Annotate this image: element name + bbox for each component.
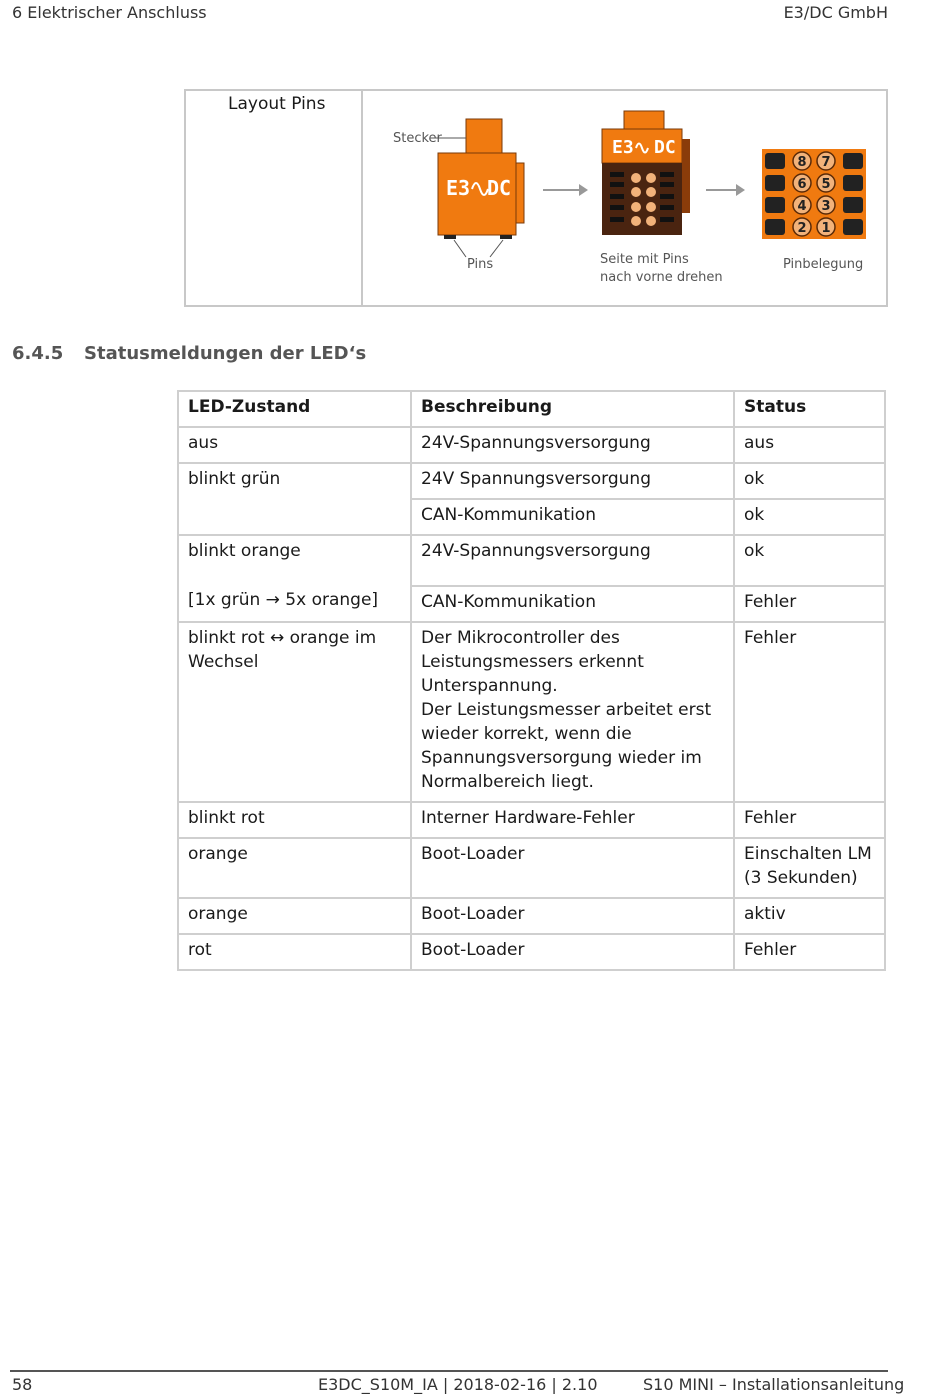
rotate-label-line2: nach vorne drehen xyxy=(600,270,723,285)
table-row xyxy=(178,463,885,499)
description-text-2: Der Leistungsmesser arbeitet erst wieder korrekt, wenn die Spannungsversorgung wieder im Normalbereich liegt. xyxy=(421,700,712,792)
layout-pins-box xyxy=(184,89,888,307)
pin-number: 8 xyxy=(797,155,807,170)
table-row xyxy=(178,427,885,463)
layout-pins-label: Layout Pins xyxy=(228,94,326,114)
description-cell xyxy=(411,622,734,802)
led-status-table xyxy=(177,390,886,971)
footer-divider xyxy=(10,1370,888,1372)
chapter-title: 6 Elektrischer Anschluss xyxy=(12,3,207,22)
table-header-row xyxy=(178,391,885,427)
description-cell: CAN-Kommunikation xyxy=(411,586,734,622)
description-text: Der Mikrocontroller des Leistungsmessers erkennt Unterspannung. xyxy=(421,628,644,696)
table-row xyxy=(178,934,885,970)
status-cell: Fehler xyxy=(734,802,885,838)
table-row xyxy=(178,535,885,586)
description-cell: Boot-Loader xyxy=(411,934,734,970)
led-state-sequence: [1x grün → 5x orange] xyxy=(188,590,379,610)
led-state-cell: blinkt grün xyxy=(178,463,411,499)
stecker-label: Stecker xyxy=(393,131,442,146)
document-title: S10 MINI – Installationsanleitung xyxy=(643,1375,905,1394)
column-header: LED-Zustand xyxy=(178,391,411,427)
page-header xyxy=(12,3,888,23)
table-row xyxy=(178,898,885,934)
connector-front-figure xyxy=(393,119,524,272)
section-title-text: Statusmeldungen der LED‘s xyxy=(84,343,367,364)
page-number: 58 xyxy=(12,1375,33,1394)
led-state-cell: orange xyxy=(178,898,411,934)
svg-text:E3: E3 xyxy=(612,137,634,158)
brand-logo-1: E3 xyxy=(446,176,471,200)
pin-assignment-figure xyxy=(762,149,866,272)
column-header: Beschreibung xyxy=(411,391,734,427)
pin-number: 5 xyxy=(821,177,831,192)
status-cell: Fehler xyxy=(734,622,885,802)
pin-number: 3 xyxy=(821,199,831,214)
status-cell: ok xyxy=(734,463,885,499)
section-heading xyxy=(12,343,366,364)
column-header: Status xyxy=(734,391,885,427)
description-cell: Boot-Loader xyxy=(411,838,734,898)
description-cell: Interner Hardware-Fehler xyxy=(411,802,734,838)
arrow-icon-1 xyxy=(543,184,588,196)
led-state-cell: rot xyxy=(178,934,411,970)
layout-box-divider xyxy=(361,91,363,305)
arrow-icon-2 xyxy=(706,184,745,196)
svg-text:DC: DC xyxy=(654,137,676,158)
description-cell: CAN-Kommunikation xyxy=(411,499,734,535)
pinbelegung-label: Pinbelegung xyxy=(783,257,864,272)
pins-label: Pins xyxy=(467,257,494,272)
table-row xyxy=(178,622,885,802)
led-state-cell xyxy=(178,535,411,622)
led-state-cell: blinkt rot ↔ orange im Wechsel xyxy=(178,622,411,802)
pin-number: 4 xyxy=(797,199,807,214)
document-id: E3DC_S10M_IA | 2018-02-16 | 2.10 xyxy=(318,1375,598,1394)
led-state-cell: orange xyxy=(178,838,411,898)
description-cell: Boot-Loader xyxy=(411,898,734,934)
status-cell: ok xyxy=(734,535,885,586)
status-cell xyxy=(734,838,885,898)
description-cell: 24V Spannungsversorgung xyxy=(411,463,734,499)
status-cell: Fehler xyxy=(734,934,885,970)
section-number: 6.4.5 xyxy=(12,343,64,364)
pin-layout-illustration xyxy=(366,97,886,302)
led-state-text: blinkt orange xyxy=(188,541,301,561)
status-text-2: (3 Sekunden) xyxy=(744,868,858,888)
status-cell: aus xyxy=(734,427,885,463)
pin-number: 1 xyxy=(821,221,831,236)
table-row xyxy=(178,838,885,898)
led-state-cell: blinkt rot xyxy=(178,802,411,838)
company-name: E3/DC GmbH xyxy=(783,3,888,22)
status-cell: Fehler xyxy=(734,586,885,622)
rotate-label-line1: Seite mit Pins xyxy=(600,252,689,267)
connector-rotated-figure xyxy=(600,111,723,285)
led-state-cell-empty xyxy=(178,499,411,535)
led-state-cell: aus xyxy=(178,427,411,463)
description-cell: 24V-Spannungsversorgung xyxy=(411,535,734,586)
pin-number: 7 xyxy=(821,155,831,170)
table-row xyxy=(178,802,885,838)
pin-number: 2 xyxy=(797,221,807,236)
description-cell: 24V-Spannungsversorgung xyxy=(411,427,734,463)
svg-text:DC: DC xyxy=(487,176,512,200)
pin-number: 6 xyxy=(797,177,807,192)
table-row xyxy=(178,499,885,535)
status-cell: ok xyxy=(734,499,885,535)
status-text: Einschalten LM xyxy=(744,844,872,864)
status-cell: aktiv xyxy=(734,898,885,934)
